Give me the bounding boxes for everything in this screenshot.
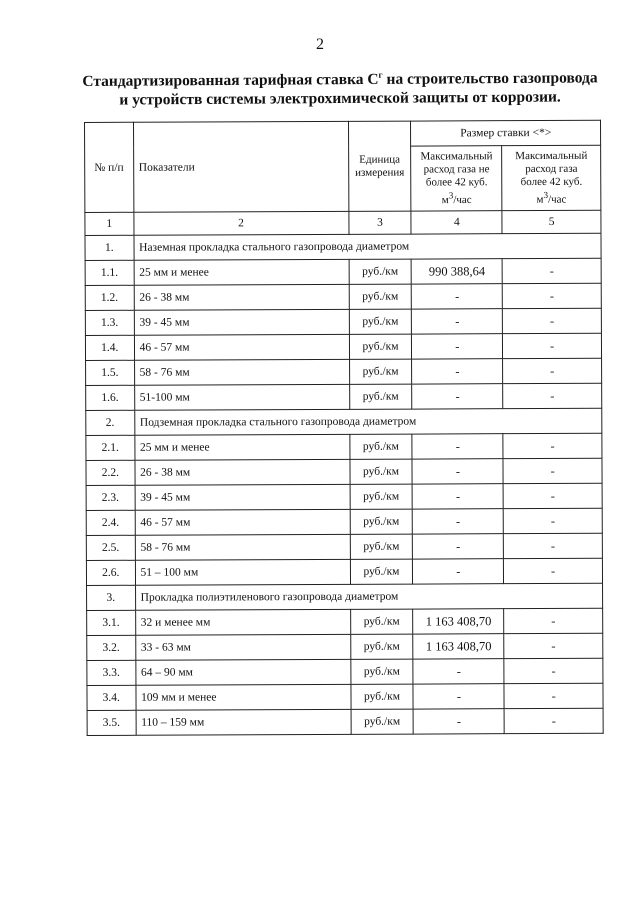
row-unit: руб./км (351, 709, 414, 734)
row-unit: руб./км (350, 609, 413, 634)
row-name: 32 и менее мм (135, 609, 350, 635)
row-unit: руб./км (350, 534, 413, 559)
row-unit: руб./км (349, 359, 412, 384)
row-num: 1.3. (85, 310, 134, 335)
row-unit: руб./км (349, 334, 412, 359)
row-value-col5: - (503, 458, 602, 483)
page-number: 2 (316, 36, 324, 53)
row-value-col5: - (503, 308, 602, 333)
row-value-col5: - (504, 633, 603, 658)
row-value-col4: 990 388,64 (412, 259, 503, 284)
row-value-col5: - (504, 683, 603, 708)
row-value-col5: - (504, 708, 603, 733)
row-value-col5: - (504, 658, 603, 683)
row-num: 2.6. (86, 560, 135, 585)
row-value-col4: - (413, 659, 504, 684)
row-unit: руб./км (349, 309, 412, 334)
section-title: Подземная прокладка стального газопровода диаметром (134, 408, 602, 435)
index-cell: 1 (85, 212, 134, 235)
title-superscript: г (378, 69, 383, 80)
table-row (86, 383, 602, 410)
row-name: 64 – 90 мм (135, 659, 350, 685)
row-value-col4: - (412, 434, 503, 459)
row-name: 46 - 57 мм (135, 509, 350, 535)
row-value-col4: - (412, 384, 503, 409)
table-row (85, 283, 601, 310)
header-col4: Максимальный расход газа не более 42 куб. $м^3$/час (411, 146, 502, 211)
row-name: 25 мм и менее (134, 259, 349, 285)
index-cell: 4 (411, 211, 502, 234)
row-num: 3.3. (87, 660, 136, 685)
table-row (85, 308, 601, 335)
row-unit: руб./км (349, 259, 412, 284)
index-cell: 5 (502, 210, 601, 233)
row-value-col4: 1 163 408,70 (413, 634, 504, 659)
index-cell: 2 (133, 211, 348, 235)
row-unit: руб./км (350, 684, 413, 709)
section-title: Наземная прокладка стального газопровода диаметром (134, 233, 602, 260)
row-num: 3.4. (87, 685, 136, 710)
row-value-col4: - (413, 534, 504, 559)
row-num: 2.3. (86, 485, 135, 510)
row-name: 46 - 57 мм (134, 334, 349, 360)
table-row (87, 658, 603, 685)
row-name: 58 - 76 мм (135, 534, 350, 560)
row-name: 110 – 159 мм (136, 709, 351, 735)
table-row (85, 258, 601, 285)
section-row (85, 233, 601, 260)
row-value-col4: - (412, 284, 503, 309)
row-value-col5: - (503, 508, 602, 533)
header-indicators: Показатели (133, 121, 348, 212)
table-row (86, 483, 602, 510)
document-title (60, 64, 620, 110)
header-unit: Единица измерения (348, 121, 411, 211)
row-value-col4: - (412, 334, 503, 359)
row-name: 58 - 76 мм (134, 359, 349, 385)
row-unit: руб./км (349, 384, 412, 409)
table-row (85, 333, 601, 360)
header-rate-group: Размер ставки <*> (411, 120, 601, 146)
section-title: Прокладка полиэтиленового газопровода диаметром (135, 583, 603, 610)
row-num: 1.2. (85, 285, 134, 310)
row-num: 3.5. (87, 710, 136, 735)
row-value-col4: - (413, 484, 504, 509)
table-row (87, 683, 603, 710)
row-num: 2.2. (86, 460, 135, 485)
row-value-col5: - (504, 608, 603, 633)
row-num: 1.6. (86, 385, 135, 410)
table-row (86, 558, 602, 585)
row-name: 39 - 45 мм (135, 484, 350, 510)
row-unit: руб./км (349, 434, 412, 459)
table-row (86, 533, 602, 560)
row-value-col5: - (504, 558, 603, 583)
section-num: 3. (87, 585, 136, 610)
section-row (86, 408, 602, 435)
row-name: 26 - 38 мм (135, 459, 350, 485)
row-value-col5: - (503, 483, 602, 508)
row-num: 2.4. (86, 510, 135, 535)
row-value-col4: - (412, 359, 503, 384)
row-value-col5: - (502, 258, 601, 283)
section-num: 2. (86, 410, 135, 435)
row-num: 1.1. (85, 260, 134, 285)
title-line1-before: Стандартизированная тарифная ставка С (82, 70, 379, 90)
row-name: 39 - 45 мм (134, 309, 349, 335)
row-unit: руб./км (350, 459, 413, 484)
row-num: 3.1. (87, 610, 136, 635)
row-value-col5: - (503, 433, 602, 458)
table-row (86, 458, 602, 485)
row-name: 51-100 мм (134, 384, 349, 410)
row-value-col4: - (412, 309, 503, 334)
row-name: 33 - 63 мм (135, 634, 350, 660)
row-name: 109 мм и менее (136, 684, 351, 710)
row-value-col4: - (413, 559, 504, 584)
row-value-col4: - (413, 684, 504, 709)
row-unit: руб./км (350, 559, 413, 584)
row-unit: руб./км (349, 284, 412, 309)
tariff-table (84, 120, 604, 736)
row-num: 2.1. (86, 435, 135, 460)
row-name: 51 – 100 мм (135, 559, 350, 585)
row-value-col4: 1 163 408,70 (413, 609, 504, 634)
header-col5: Максимальный расход газа более 42 куб. $м^3$/час (502, 145, 601, 210)
row-value-col5: - (504, 533, 603, 558)
row-num: 2.5. (86, 535, 135, 560)
table-row (87, 708, 603, 735)
header-num: № п/п (85, 122, 134, 212)
row-value-col5: - (503, 383, 602, 408)
row-value-col4: - (413, 509, 504, 534)
table-row (86, 508, 602, 535)
row-value-col5: - (503, 333, 602, 358)
row-unit: руб./км (350, 509, 413, 534)
row-num: 3.2. (87, 635, 136, 660)
row-unit: руб./км (350, 659, 413, 684)
row-name: 25 мм и менее (134, 434, 349, 460)
row-num: 1.4. (85, 335, 134, 360)
index-cell: 3 (348, 211, 411, 234)
title-line2: и устройств системы электрохимической защиты от коррозии. (119, 88, 561, 109)
row-num: 1.5. (86, 360, 135, 385)
table-row (86, 358, 602, 385)
table-row (86, 433, 602, 460)
row-value-col4: - (412, 459, 503, 484)
row-name: 26 - 38 мм (134, 284, 349, 310)
table-row (87, 633, 603, 660)
row-unit: руб./км (350, 634, 413, 659)
row-value-col4: - (414, 709, 505, 734)
section-row (87, 583, 603, 610)
title-line1-after: на строительство газопровода (382, 69, 598, 88)
row-unit: руб./км (350, 484, 413, 509)
table-row (87, 608, 603, 635)
row-value-col5: - (503, 358, 602, 383)
row-value-col5: - (503, 283, 602, 308)
section-num: 1. (85, 235, 134, 260)
